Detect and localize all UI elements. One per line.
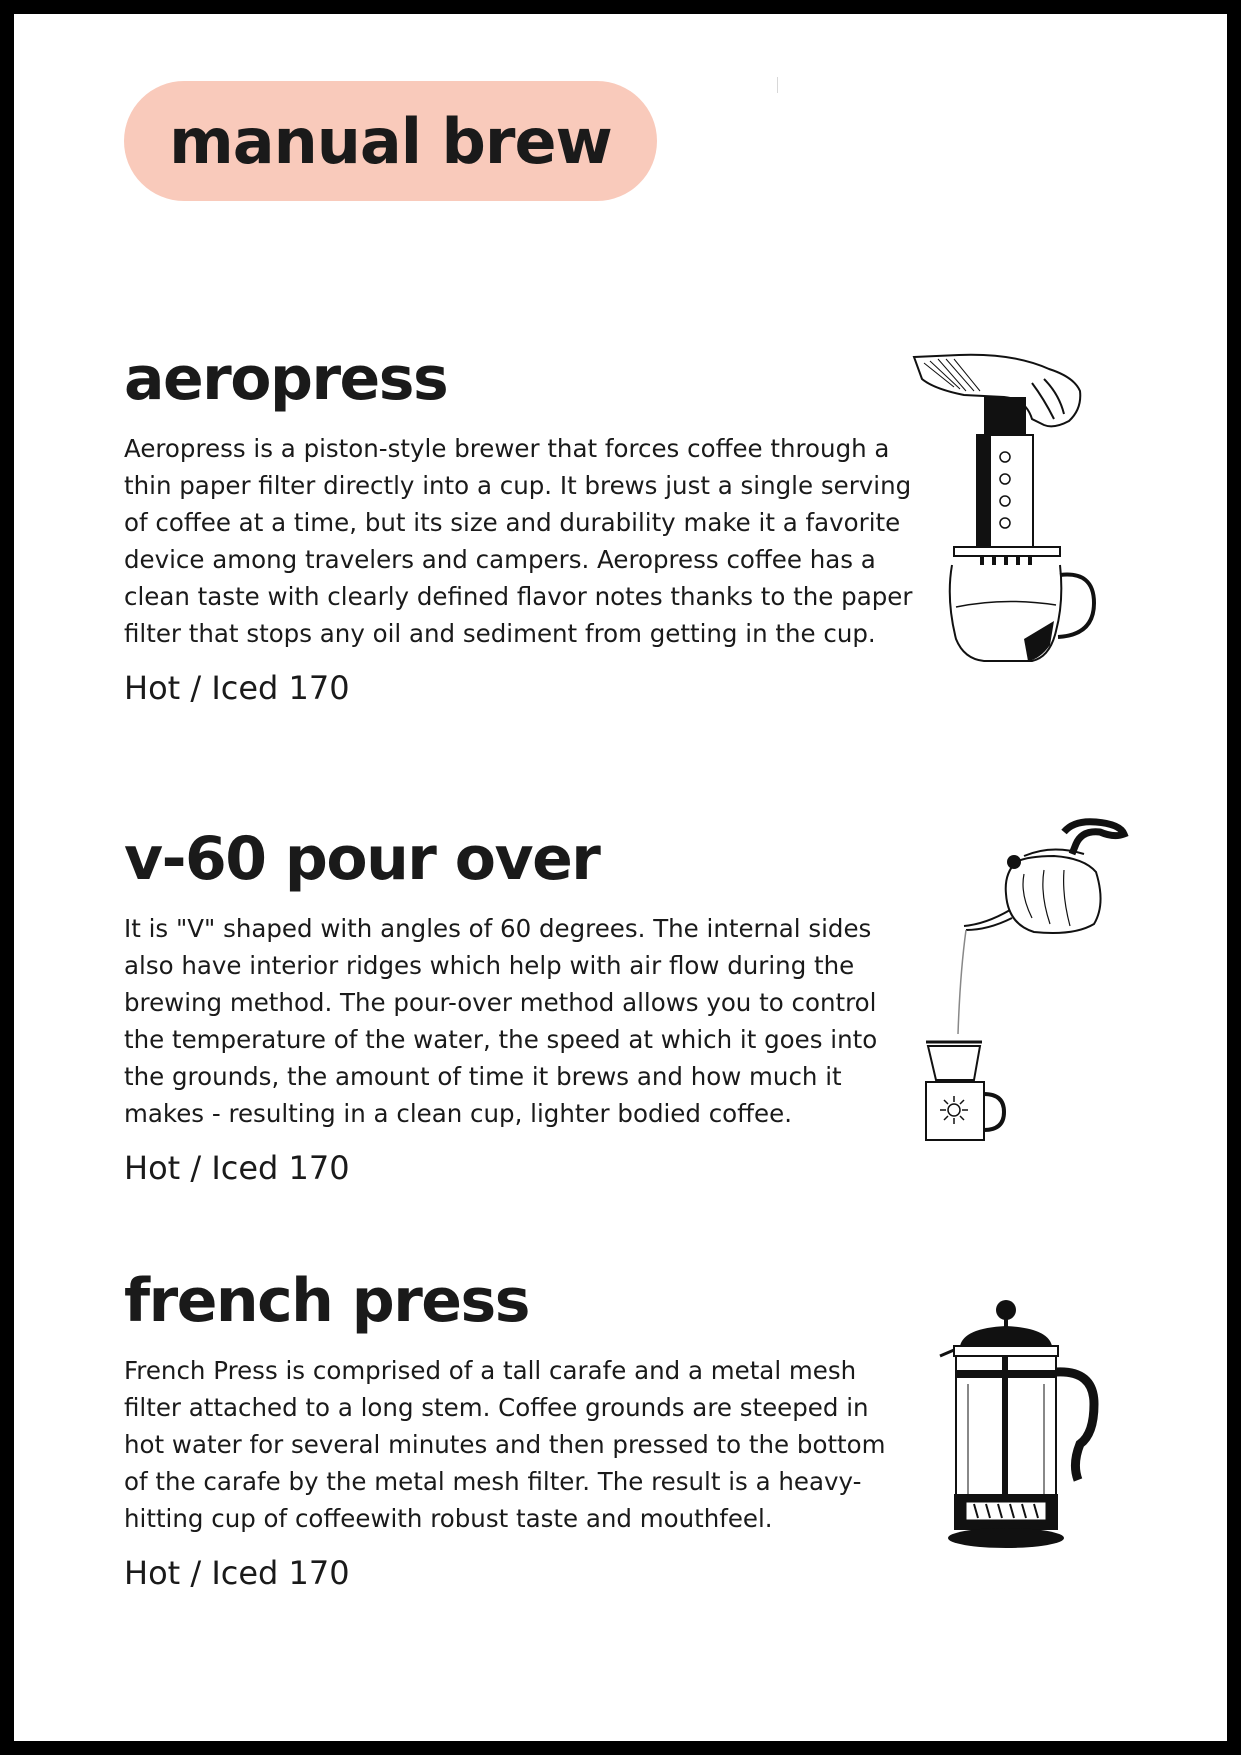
item-price: Hot / Iced 170	[124, 669, 350, 707]
item-price: Hot / Iced 170	[124, 1554, 350, 1592]
menu-item-v60-pour-over	[124, 824, 914, 1188]
item-price: Hot / Iced 170	[124, 1149, 350, 1187]
menu-page	[14, 14, 1227, 1741]
item-description: Aeropress is a piston-style brewer that forces coffee through a thin paper filter directly into a cup. It brews just a single serving of coffee at a time, but its size and durability make it a favorite device among travelers and campers. Aeropress coffee has a clean taste with clearly defined flavor notes thanks to the paper filter that stops any oil and sediment from getting in the cup.	[124, 434, 913, 648]
pour-over-kettle-illustration-icon	[924, 814, 1134, 1144]
divider	[777, 77, 778, 93]
aeropress-illustration-icon	[904, 339, 1124, 679]
title-pill	[124, 81, 657, 201]
item-title: aeropress	[124, 344, 448, 414]
page-title: manual brew	[169, 104, 612, 178]
menu-item-french-press	[124, 1266, 914, 1593]
menu-item-aeropress	[124, 344, 914, 708]
item-description: It is "V" shaped with angles of 60 degrees. The internal sides also have interior ridges which help with air flow during the brewing method. The pour-over method allows you to control the temperature of the water, the speed at which it goes into the grounds, the amount of time it brews and how much it makes - resulting in a clean cup, lighter bodied coffee.	[124, 914, 878, 1128]
french-press-illustration-icon	[934, 1294, 1114, 1554]
item-title: v-60 pour over	[124, 824, 600, 894]
item-description: French Press is comprised of a tall carafe and a metal mesh filter attached to a long stem. Coffee grounds are steeped in hot water for several minutes and then pressed to the bottom of the carafe by the metal mesh filter. The result is a heavy-hitting cup of coffeewith robust taste and mouthfeel.	[124, 1356, 886, 1533]
item-title: french press	[124, 1266, 529, 1336]
